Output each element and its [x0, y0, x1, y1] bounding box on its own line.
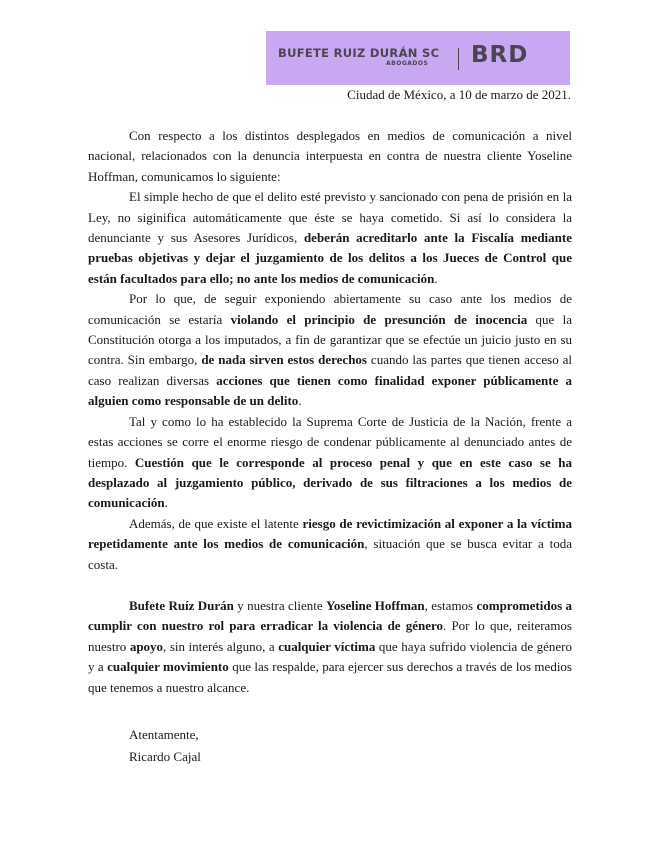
text-segment: que haya sufrido violencia de género y a: [88, 638, 572, 675]
text-segment: .: [298, 393, 302, 409]
text-segment: Con respecto a los distintos desplegados en medios de comunicación a nivel nacional, relacionados con la denuncia interpuesta en contra de nuestra cliente Yoseline Hoffman, comunicamos lo siguiente:: [88, 128, 572, 184]
text-segment: que la Constitución otorga a los imputados, a fin de garantizar que se efectúe un juicio justo en su contra. Sin embargo,: [88, 311, 572, 368]
text-segment: Tal y como lo ha establecido la Suprema Corte de Justicia de la Nación, frente a estas acciones se corre el enorme riesgo de condenar públicamente al denunciado antes de tiempo.: [88, 413, 572, 470]
text-segment: y nuestra cliente: [233, 597, 326, 613]
body-paragraph: [88, 412, 572, 514]
logo-mark: BRD: [471, 42, 529, 68]
logo-subtitle: ABOGADOS: [386, 60, 429, 67]
firm-logo: [266, 31, 570, 85]
text-segment: , sin interés alguno, a: [163, 638, 279, 654]
text-segment: Además, de que existe el latente: [129, 515, 303, 531]
bold-text: Cuestión que le corresponde al proceso penal y que en este caso se ha desplazado al juzgamiento público, derivado de sus filtraciones a los medios de comunicación: [88, 454, 572, 511]
bold-text: Bufete Ruíz Durán: [129, 597, 234, 613]
text-segment: que las respalde, para ejercer sus derechos a través de los medios que tenemos a nuestro alcance.: [88, 659, 572, 695]
body-paragraph: [88, 596, 572, 698]
text-segment: , situación que se busca evitar a toda costa.: [88, 536, 572, 572]
salutation: Atentamente,: [129, 727, 199, 742]
text-segment: .: [434, 270, 438, 286]
text-segment: Por lo que, de seguir exponiendo abiertamente su caso ante los medios de comunicación se estaría: [88, 291, 572, 327]
bold-text: violando el principio de presunción de inocencia: [230, 311, 528, 327]
bold-text: deberán acreditarlo ante la Fiscalía mediante pruebas objetivas y dejar el juzgamiento de los delitos a los Jueces de Control que están facultados para ello; no ante los medios de comunicación: [88, 230, 572, 286]
logo-divider: [458, 48, 459, 70]
text-segment: , estamos: [424, 597, 477, 613]
bold-text: acciones que tienen como finalidad exponer públicamente a alguien como responsable de un delito: [88, 372, 572, 409]
signer-name: Ricardo Cajal: [129, 748, 201, 764]
text-segment: .: [164, 495, 168, 511]
letter-body: [88, 126, 572, 698]
date-line: Ciudad de México, a 10 de marzo de 2021.: [347, 87, 571, 102]
bold-text: cualquier víctima: [278, 638, 376, 654]
text-segment: El simple hecho de que el delito esté previsto y sancionado con pena de prisión en la Ley, no siginifica automáticamente que éste se haya cometido. Si así lo considera la denunciante y sus Asesores Jurídicos,: [88, 189, 572, 246]
paragraph-gap: [88, 575, 572, 596]
body-paragraph: [88, 514, 572, 575]
bold-text: de nada sirven estos derechos: [201, 352, 367, 368]
bold-text: cualquier movimiento: [107, 659, 229, 675]
logo-firm-name: BUFETE RUIZ DURÁN SC: [278, 46, 440, 60]
body-paragraph: [88, 289, 572, 411]
bold-text: riesgo de revictimización al exponer a la víctima repetidamente ante los medios de comunicación: [88, 515, 572, 552]
body-paragraph: [88, 126, 572, 187]
bold-text: Yoseline Hoffman: [325, 597, 425, 613]
text-segment: . Por lo que, reiteramos nuestro: [88, 618, 572, 654]
body-paragraph: [88, 187, 572, 289]
bold-text: comprometidos a cumplir con nuestro rol para erradicar la violencia de género: [88, 597, 573, 634]
text-segment: cuando las partes que tienen acceso al caso realizan diversas: [88, 352, 573, 388]
closing-block: [129, 724, 201, 767]
bold-text: apoyo: [129, 638, 164, 654]
